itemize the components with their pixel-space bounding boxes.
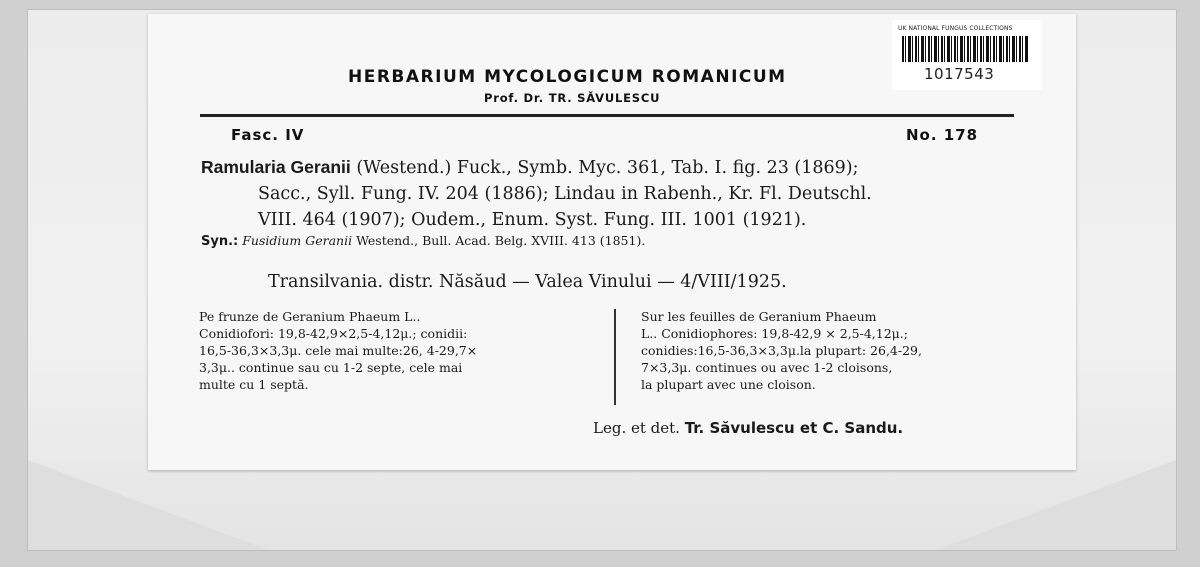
description-ro-line: 16,5-36,3×3,3μ. cele mai multe:26, 4-29,7× [199,343,478,358]
collector-line [593,419,903,437]
citation-line-2: Sacc., Syll. Fung. IV. 204 (1886); Lindau in Rabenh., Kr. Fl. Deutschl. [258,184,872,204]
specimen-number: No. 178 [906,126,979,144]
herbarium-title: HERBARIUM MYCOLOGICUM ROMANICUM [348,67,787,87]
locality-line: Transilvania. distr. Năsăud — Valea Vinului — 4/VIII/1925. [268,272,787,292]
synonym-line [201,233,645,249]
collector-names: Tr. Săvulescu et C. Sandu. [684,419,904,437]
envelope-flap-left [28,460,268,550]
barcode-icon [902,36,1028,62]
description-fr-line: conidies:16,5-36,3×3,3μ.la plupart: 26,4-29, [641,343,922,358]
citation-line-1-rest: (Westend.) Fuck., Symb. Myc. 361, Tab. I. fig. 23 (1869); [350,158,859,178]
description-french [641,308,1031,393]
description-ro-line: multe cu 1 septă. [199,377,309,392]
header-rule [200,114,1014,117]
column-divider [614,309,616,405]
description-fr-line: la plupart avec une cloison. [641,377,816,392]
synonym-reference: Westend., Bull. Acad. Belg. XVIII. 413 (1851). [352,233,646,248]
barcode-caption: UK NATIONAL FUNGUS COLLECTIONS [898,25,1013,32]
synonym-name: Fusidium Geranii [242,233,353,248]
synonym-label: Syn.: [201,234,239,249]
description-fr-line: L.. Conidiophores: 19,8-42,9 × 2,5-4,12μ.; [641,326,908,341]
description-fr-line: Sur les feuilles de Geranium Phaeum [641,309,877,324]
description-ro-line: Conidiofori: 19,8-42,9×2,5-4,12μ.; conidii: [199,326,468,341]
envelope-flap-right [936,460,1176,550]
citation-line-1 [201,157,859,178]
barcode-sticker [892,20,1042,90]
barcode-number: 1017543 [924,65,995,83]
species-name: Ramularia Geranii [201,157,351,177]
description-ro-line: 3,3μ.. continue sau cu 1-2 septe, cele mai [199,360,463,375]
citation-line-3: VIII. 464 (1907); Oudem., Enum. Syst. Fung. III. 1001 (1921). [258,210,807,230]
description-ro-line: Pe frunze de Geranium Phaeum L.. [199,309,421,324]
fascicle-label: Fasc. IV [231,126,305,144]
description-romanian [199,308,589,393]
description-fr-line: 7×3,3μ. continues ou avec 1-2 cloisons, [641,360,893,375]
collector-prefix: Leg. et det. [593,419,680,437]
herbarium-subtitle: Prof. Dr. TR. SĂVULESCU [484,91,661,105]
